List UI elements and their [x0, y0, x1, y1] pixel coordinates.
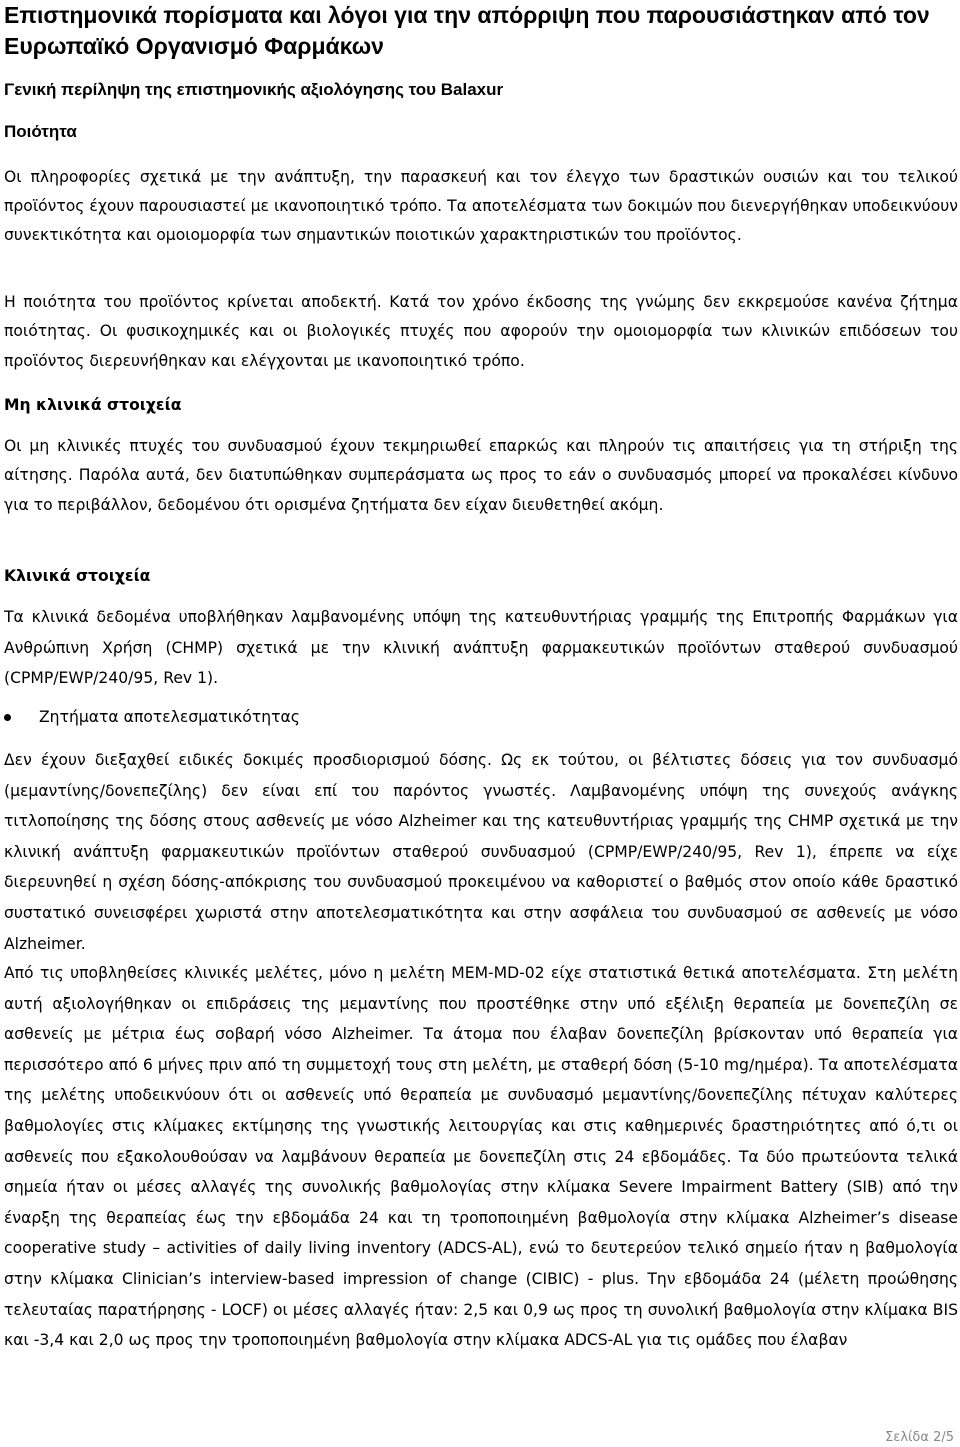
clinical-paragraph-3: Από τις υποβληθείσες κλινικές μελέτες, μόνο η μελέτη MEM-MD-02 είχε στατιστικά θετικά αποτελέσματα. Στη μελέτη αυτή αξιολογήθηκαν οι επιδράσεις της μεμαντίνης που προστέθηκε στην υπό εξέλιξη θεραπεία με δονεπεζίλη σε ασθενείς με μέτρια έως σοβαρή νόσο Alzheimer. Τα άτομα που έλαβαν δονεπεζίλη βρίσκονταν υπό θεραπεία για περισσότερο από 6 μήνες πριν από τη συμμετοχή τους στη μελέτη, με σταθερή δόση (5-10 mg/ημέρα). Τα αποτελέσματα της μελέτης υποδεικνύουν ότι οι ασθενείς υπό θεραπεία με συνδυασμό μεμαντίνης/δονεπεζίλης πέτυχαν καλύτερες βαθμολογίες στις κλίμακες εκτίμησης της γνωστικής λειτουργίας και στις καθημερινές δραστηριότητες από ό,τι οι ασθενείς που εξακολουθούσαν να λαμβάνουν θεραπεία με δονεπεζίλη στις 24 εβδομάδες. Τα δύο πρωτεύοντα τελικά σημεία ήταν οι μέσες αλλαγές της συνολικής βαθμολογίας στην κλίμακα Severe Impairment Battery (SIB) από την έναρξη της θεραπείας έως την εβδομάδα 24 και τη τροποποιημένη βαθμολογία στην κλίμακα Alzheimer’s disease cooperative study – activities of daily living inventory (ADCS-AL), ενώ το δευτερεύον τελικό σημείο ήταν η βαθμολογία στην κλίμακα Clinician’s interview-based impression of change (CIBIC) - plus. Την εβδομάδα 24 (μέλετη προώθησης τελευταίας παρατήρησης - LOCF) οι μέσες αλλαγές ήταν: 2,5 και 0,9 ως προς τη συνολική βαθμολογία στην κλίμακα BIS και -3,4 και 2,0 ως προς την τροποποιημένη βαθμολογία στην κλίμακα ADCS-AL για τις ομάδες που έλαβαν [4, 964, 958, 1350]
quality-paragraph-1: Οι πληροφορίες σχετικά με την ανάπτυξη, την παρασκευή και τον έλεγχο των δραστικών ουσιών και του τελικού προϊόντος έχουν παρουσιαστεί με ικανοποιητικό τρόπο. Τα αποτελέσματα των δοκιμών που διενεργήθηκαν υποδεικνύουν συνεκτικότητα και ομοιομορφία των σημαντικών ποιοτικών χαρακτηριστικών του προϊόντος. [4, 168, 958, 244]
bullet-label: Ζητήματα αποτελεσματικότητας [39, 708, 300, 726]
section-heading-quality: Ποιότητα [4, 122, 77, 141]
clinical-paragraph-2: Δεν έχουν διεξαχθεί ειδικές δοκιμές προσδιορισμού δόσης. Ως εκ τούτου, οι βέλτιστες δόσεις για τον συνδυασμό (μεμαντίνης/δονεπεζίλης) δεν είναι επί του παρόντος γνωστές. Λαμβανομένης υπόψη της συνεχούς ανάγκης τιτλοποίησης της δόσης στους ασθενείς με νόσο Alzheimer και της κατευθυντήριας γραμμής της CHMP σχετικά με την κλινική ανάπτυξη φαρμακευτικών προϊόντων σταθερού συνδυασμού (CPMP/EWP/240/95, Rev 1), έπρεπε να είχε διερευνηθεί η σχέση δόσης-απόκρισης του συνδυασμού προκειμένου να καθοριστεί ο βαθμός στον οποίο κάθε δραστικό συστατικό συνεισφέρει χωριστά στην αποτελεσματικότητα και στην ασφάλεια του συνδυασμού σε ασθενείς με νόσο Alzheimer. [4, 751, 958, 953]
bullet-dot-icon [4, 714, 11, 721]
page-title: Επιστημονικά πορίσματα και λόγοι για την απόρριψη που παρουσιάστηκαν από τον Ευρωπαϊκό Οργανισμό Φαρμάκων [4, 2, 930, 59]
section-heading-nonclinical: Μη κλινικά στοιχεία [4, 396, 182, 414]
section-heading-clinical: Κλινικά στοιχεία [4, 567, 151, 585]
clinical-paragraph-1: Τα κλινικά δεδομένα υποβλήθηκαν λαμβανομένης υπόψη της κατευθυντήριας γραμμής της Επιτροπής Φαρμάκων για Ανθρώπινη Χρήση (CHMP) σχετικά με την κλινική ανάπτυξη φαρμακευτικών προϊόντων σταθερού συνδυασμού (CPMP/EWP/240/95, Rev 1). [4, 608, 958, 688]
page-number: Σελίδα 2/5 [885, 1430, 954, 1445]
quality-paragraph-2: Η ποιότητα του προϊόντος κρίνεται αποδεκτή. Κατά τον χρόνο έκδοσης της γνώμης δεν εκκρεμούσε κανένα ζήτημα ποιότητας. Οι φυσικοχημικές και οι βιολογικές πτυχές που αφορούν την ομοιομορφία των κλινικών επιδόσεων του προϊόντος διερευνήθηκαν και ελέγχονται με ικανοποιητικό τρόπο. [4, 293, 958, 370]
subtitle: Γενική περίληψη της επιστημονικής αξιολόγησης του Balaxur [4, 80, 504, 99]
nonclinical-paragraph: Οι μη κλινικές πτυχές του συνδυασμού έχουν τεκμηριωθεί επαρκώς και πληρούν τις απαιτήσεις για τη στήριξη της αίτησης. Παρόλα αυτά, δεν διατυπώθηκαν συμπεράσματα ως προς το εάν ο συνδυασμός μπορεί να προκαλέσει κίνδυνο για το περιβάλλον, δεδομένου ότι ορισμένα ζητήματα δεν είχαν διευθετηθεί ακόμη. [4, 437, 958, 514]
